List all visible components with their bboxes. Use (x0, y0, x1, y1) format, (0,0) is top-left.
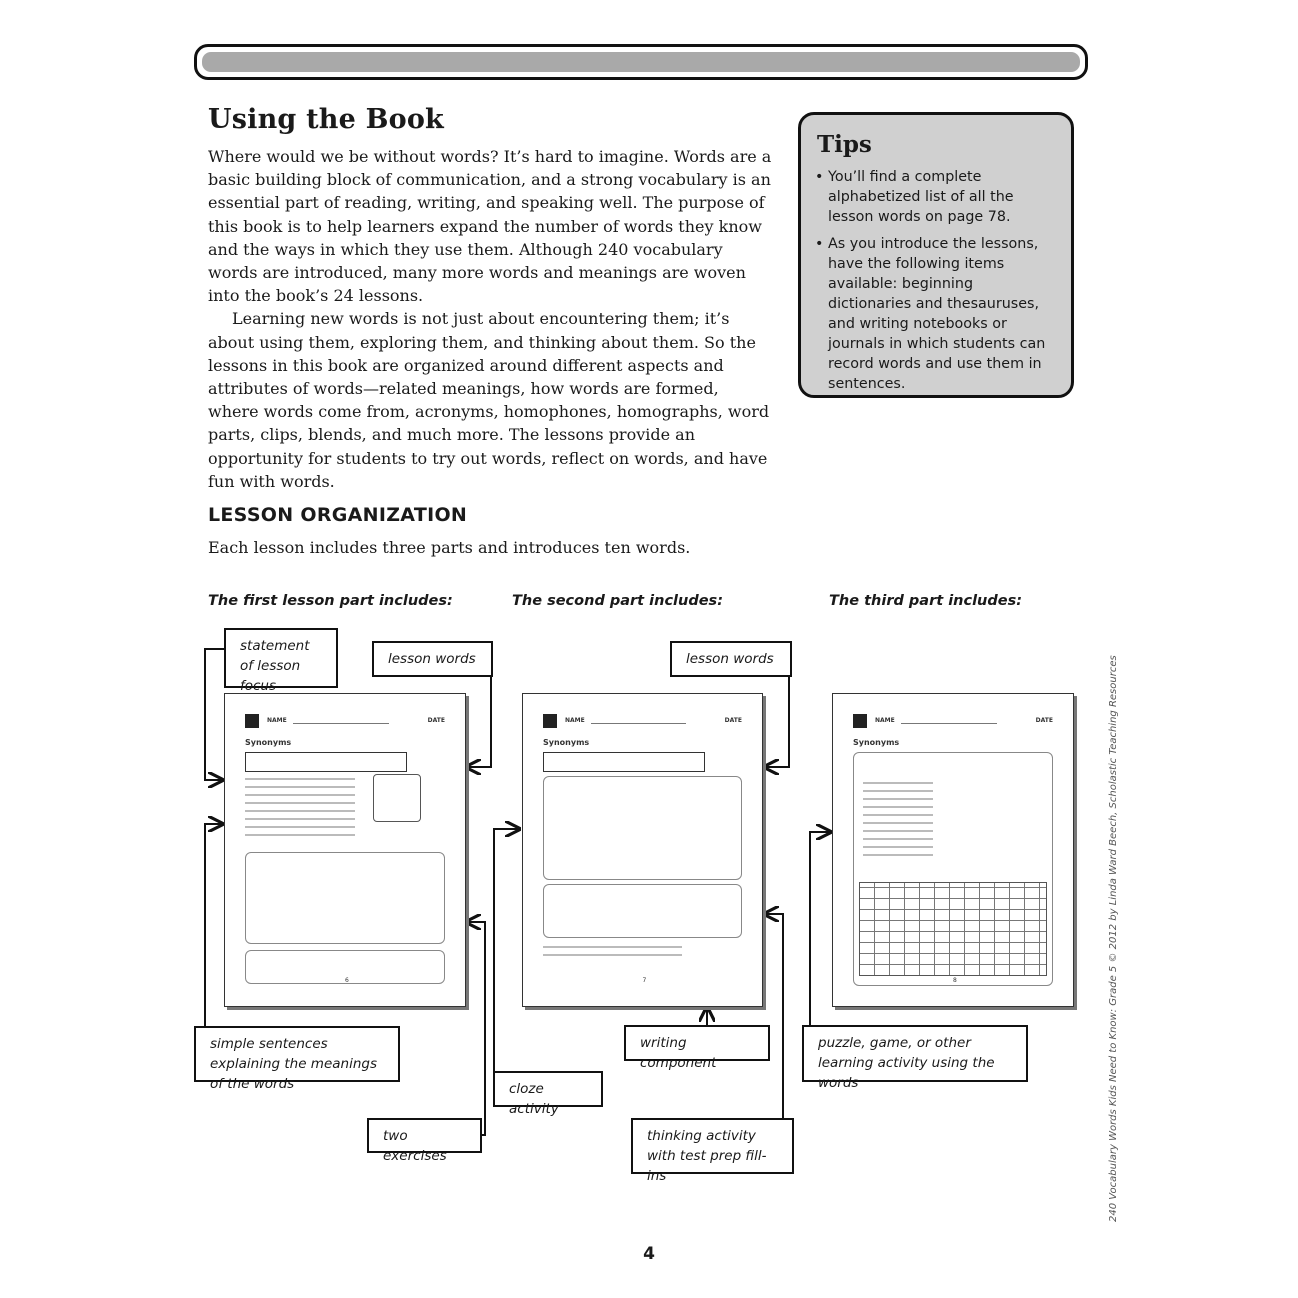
page-number: 4 (643, 1244, 655, 1264)
callout-writing-component: writing component (624, 1025, 770, 1061)
thumbnail-lesson-title: Synonyms (543, 738, 590, 747)
name-label: NAME (267, 717, 287, 724)
name-label: NAME (875, 717, 895, 724)
callout-thinking-activity: thinking activity with test prep fill-ins (631, 1118, 794, 1174)
part-heading-second: The second part includes: (512, 593, 723, 609)
lesson-number-badge (245, 714, 259, 728)
test-prep-exercise (543, 884, 742, 938)
date-label: DATE (1035, 717, 1053, 724)
intro-paragraph-2: Learning new words is not just about encountering them; it’s about using them, exploring them, and thinking about them. So the lessons in this book are organized around different aspects and attributes of words—related meanings, how words are formed, where words come from, acronyms, homophones, homographs, word parts, clips, blends, and much more. The lessons provide an opportunity for students to try out words, reflect on words, and have fun with words. (208, 309, 770, 491)
part-heading-first: The first lesson part includes: (208, 593, 453, 609)
thumbnail-lesson-title: Synonyms (245, 738, 292, 747)
date-label: DATE (427, 717, 445, 724)
section-subtitle: Each lesson includes three parts and introduces ten words. (208, 538, 691, 557)
callout-cloze-activity: cloze activity (493, 1071, 603, 1107)
lesson-number-badge (543, 714, 557, 728)
callout-two-exercises: two exercises (367, 1118, 482, 1153)
illustration (373, 774, 421, 822)
thumbnail-page-number: 6 (345, 977, 349, 984)
callout-puzzle-game: puzzle, game, or other learning activity using the words (802, 1025, 1028, 1082)
word-box (245, 752, 407, 772)
tips-item: • You’ll find a complete alphabetized list of all the lesson words on page 78. (815, 167, 1059, 227)
word-box (543, 752, 705, 772)
intro-paragraph-1: Where would we be without words? It’s hard to imagine. Words are a basic building block of communication, and a strong vocabulary is an essential part of reading, writing, and speaking well. The purpose of this book is to help learners expand the number of words they know and the ways in which they use them. Although 240 vocabulary words are introduced, many more words and meanings are woven into the book’s 24 lessons. (208, 147, 772, 306)
tips-box (798, 112, 1074, 398)
thumbnail-page-number: 8 (953, 977, 957, 984)
thumbnail-lesson-title: Synonyms (853, 738, 900, 747)
maze-puzzle (859, 882, 1047, 976)
lesson-page-thumbnail-3 (832, 693, 1074, 1007)
callout-lesson-words-2: lesson words (670, 641, 792, 677)
callout-lesson-words-1: lesson words (372, 641, 493, 677)
callout-statement-of-focus: statement of lesson focus (224, 628, 338, 688)
lesson-number-badge (853, 714, 867, 728)
cloze-exercise (543, 776, 742, 880)
callout-simple-sentences: simple sentences explaining the meanings of the words (194, 1026, 400, 1082)
tips-list (815, 167, 1059, 401)
lesson-page-thumbnail-1 (224, 693, 466, 1007)
exercise-a (245, 852, 445, 944)
name-label: NAME (565, 717, 585, 724)
thumbnail-page-number: 7 (642, 977, 647, 984)
header-banner (194, 44, 1088, 80)
page-title: Using the Book (208, 104, 444, 135)
tips-title: Tips (817, 131, 872, 158)
part-heading-third: The third part includes: (829, 593, 1023, 609)
tips-item: • As you introduce the lessons, have the following items available: beginning dictionaries and thesauruses, and writing notebooks or journals in which students can record words and use them in sentences. (815, 234, 1059, 394)
lesson-page-thumbnail-2 (522, 693, 763, 1007)
intro-text (208, 145, 773, 493)
copyright-credit: 240 Vocabulary Words Kids Need to Know: Grade 5 © 2012 by Linda Ward Beech, Scholastic Teaching Resources (1108, 655, 1119, 1222)
date-label: DATE (724, 717, 742, 724)
section-heading: LESSON ORGANIZATION (208, 504, 468, 526)
